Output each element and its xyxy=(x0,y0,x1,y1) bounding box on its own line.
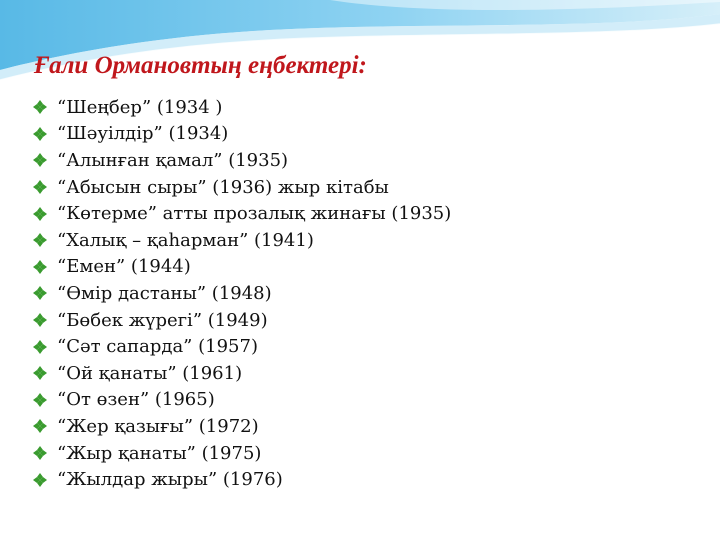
list-item xyxy=(32,121,451,148)
diamond-bullet-icon xyxy=(32,312,48,328)
list-item-text: “Сәт сапарда” (1957) xyxy=(57,336,258,358)
list-item xyxy=(32,254,451,281)
list-item-text: “Емен” (1944) xyxy=(57,256,191,278)
list-item xyxy=(32,440,451,467)
list-item xyxy=(32,200,451,227)
list-item xyxy=(32,333,451,360)
diamond-bullet-icon xyxy=(32,445,48,461)
list-item-text: “Жылдар жыры” (1976) xyxy=(57,469,283,491)
list-item-text: “Абысын сыры” (1936) жыр кітабы xyxy=(57,176,389,198)
list-item xyxy=(32,94,451,121)
list-item-text: “От өзен” (1965) xyxy=(57,389,215,411)
diamond-bullet-icon xyxy=(32,232,48,248)
diamond-bullet-icon xyxy=(32,179,48,195)
diamond-bullet-icon xyxy=(32,152,48,168)
diamond-bullet-icon xyxy=(32,99,48,115)
list-item xyxy=(32,174,451,201)
list-item-text: “Жыр қанаты” (1975) xyxy=(57,442,262,464)
list-item-text: “Халық – қаһарман” (1941) xyxy=(57,229,314,251)
list-item-text: “Өмір дастаны” (1948) xyxy=(57,282,272,304)
list-item xyxy=(32,360,451,387)
slide-title: Ғали Ормановтың еңбектері: xyxy=(34,52,367,79)
list-item xyxy=(32,413,451,440)
works-list xyxy=(32,94,451,493)
list-item xyxy=(32,280,451,307)
diamond-bullet-icon xyxy=(32,259,48,275)
diamond-bullet-icon xyxy=(32,206,48,222)
diamond-bullet-icon xyxy=(32,285,48,301)
diamond-bullet-icon xyxy=(32,126,48,142)
list-item-text: “Ой қанаты” (1961) xyxy=(57,362,243,384)
list-item-text: “Бөбек жүрегі” (1949) xyxy=(57,309,268,331)
diamond-bullet-icon xyxy=(32,418,48,434)
list-item-text: “Жер қазығы” (1972) xyxy=(57,415,259,437)
list-item-text: “Шәуілдір” (1934) xyxy=(57,123,229,145)
diamond-bullet-icon xyxy=(32,392,48,408)
list-item-text: “Шеңбер” (1934 ) xyxy=(57,96,223,118)
list-item-text: “Алынған қамал” (1935) xyxy=(57,149,289,171)
list-item xyxy=(32,307,451,334)
list-item xyxy=(32,147,451,174)
diamond-bullet-icon xyxy=(32,472,48,488)
list-item xyxy=(32,227,451,254)
diamond-bullet-icon xyxy=(32,365,48,381)
diamond-bullet-icon xyxy=(32,339,48,355)
list-item xyxy=(32,387,451,414)
list-item-text: “Көтерме” атты прозалық жинағы (1935) xyxy=(57,203,452,225)
list-item xyxy=(32,466,451,493)
